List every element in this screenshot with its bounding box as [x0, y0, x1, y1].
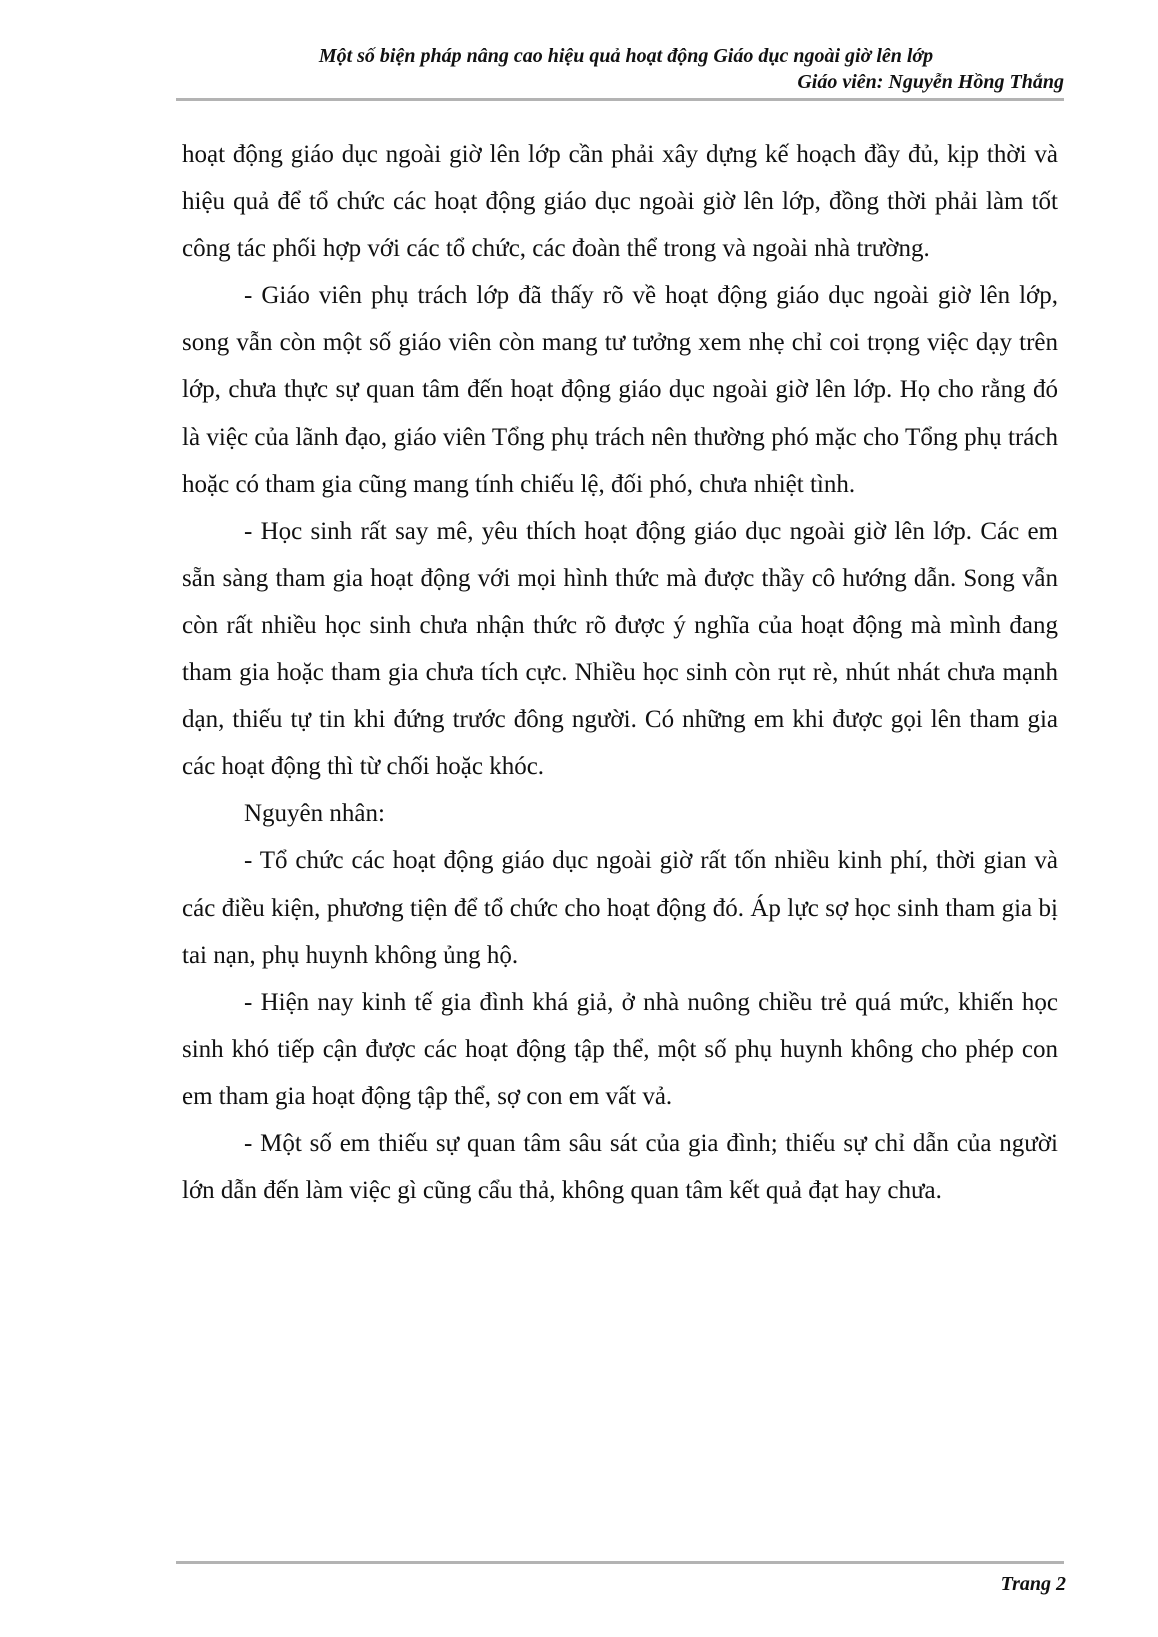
- header-divider: [176, 98, 1064, 101]
- page-number: Trang 2: [1000, 1573, 1066, 1595]
- paragraph-continuation: hoạt động giáo dục ngoài giờ lên lớp cần phải xây dựng kế hoạch đầy đủ, kịp thời và hiệu quả để tổ chức các hoạt động giáo dục ngoài giờ lên lớp, đồng thời phải làm tốt công tác phối hợp với các tổ chức, các đoàn thể trong và ngoài nhà trường.: [182, 141, 1058, 263]
- paragraph-cause-family: - Hiện nay kinh tế gia đình khá giả, ở nhà nuông chiều trẻ quá mức, khiến học sinh khó tiếp cận được các hoạt động tập thể, một số phụ huynh không cho phép con em tham gia hoạt động tập thể, sợ con em vất vả.: [182, 988, 1058, 1110]
- document-title: Một số biện pháp nâng cao hiệu quả hoạt động Giáo dục ngoài giờ lên lớp: [318, 45, 934, 67]
- author-line: Giáo viên: Nguyễn Hồng Thắng: [797, 71, 1064, 93]
- paragraph-cause-cost: - Tổ chức các hoạt động giáo dục ngoài giờ rất tốn nhiều kinh phí, thời gian và các điều kiện, phương tiện để tổ chức cho hoạt động đó. Áp lực sợ học sinh tham gia bị tai nạn, phụ huynh không ủng hộ.: [182, 847, 1058, 969]
- page-header: [176, 44, 1064, 100]
- footer-divider: [176, 1561, 1064, 1564]
- paragraph-students: - Học sinh rất say mê, yêu thích hoạt động giáo dục ngoài giờ lên lớp. Các em sẵn sàng tham gia hoạt động với mọi hình thức mà được thầy cô hướng dẫn. Song vẫn còn rất nhiều học sinh chưa nhận thức rõ được ý nghĩa của hoạt động mà mình đang tham gia hoặc tham gia chưa tích cực. Nhiều học sinh còn rụt rè, nhút nhát chưa mạnh dạn, thiếu tự tin khi đứng trước đông người. Có những em khi được gọi lên tham gia các hoạt động thì từ chối hoặc khóc.: [182, 517, 1058, 781]
- document-body: [182, 131, 1058, 1214]
- paragraph-teachers: - Giáo viên phụ trách lớp đã thấy rõ về hoạt động giáo dục ngoài giờ lên lớp, song vẫn còn một số giáo viên còn mang tư tưởng xem nhẹ chỉ coi trọng việc dạy trên lớp, chưa thực sự quan tâm đến hoạt động giáo dục ngoài giờ lên lớp. Họ cho rằng đó là việc của lãnh đạo, giáo viên Tổng phụ trách nên thường phó mặc cho Tổng phụ trách hoặc có tham gia cũng mang tính chiếu lệ, đối phó, chưa nhiệt tình.: [182, 282, 1058, 498]
- paragraph-causes-heading: Nguyên nhân:: [244, 800, 385, 828]
- paragraph-cause-attention: - Một số em thiếu sự quan tâm sâu sát của gia đình; thiếu sự chỉ dẫn của người lớn dẫn đến làm việc gì cũng cẩu thả, không quan tâm kết quả đạt hay chưa.: [182, 1129, 1058, 1205]
